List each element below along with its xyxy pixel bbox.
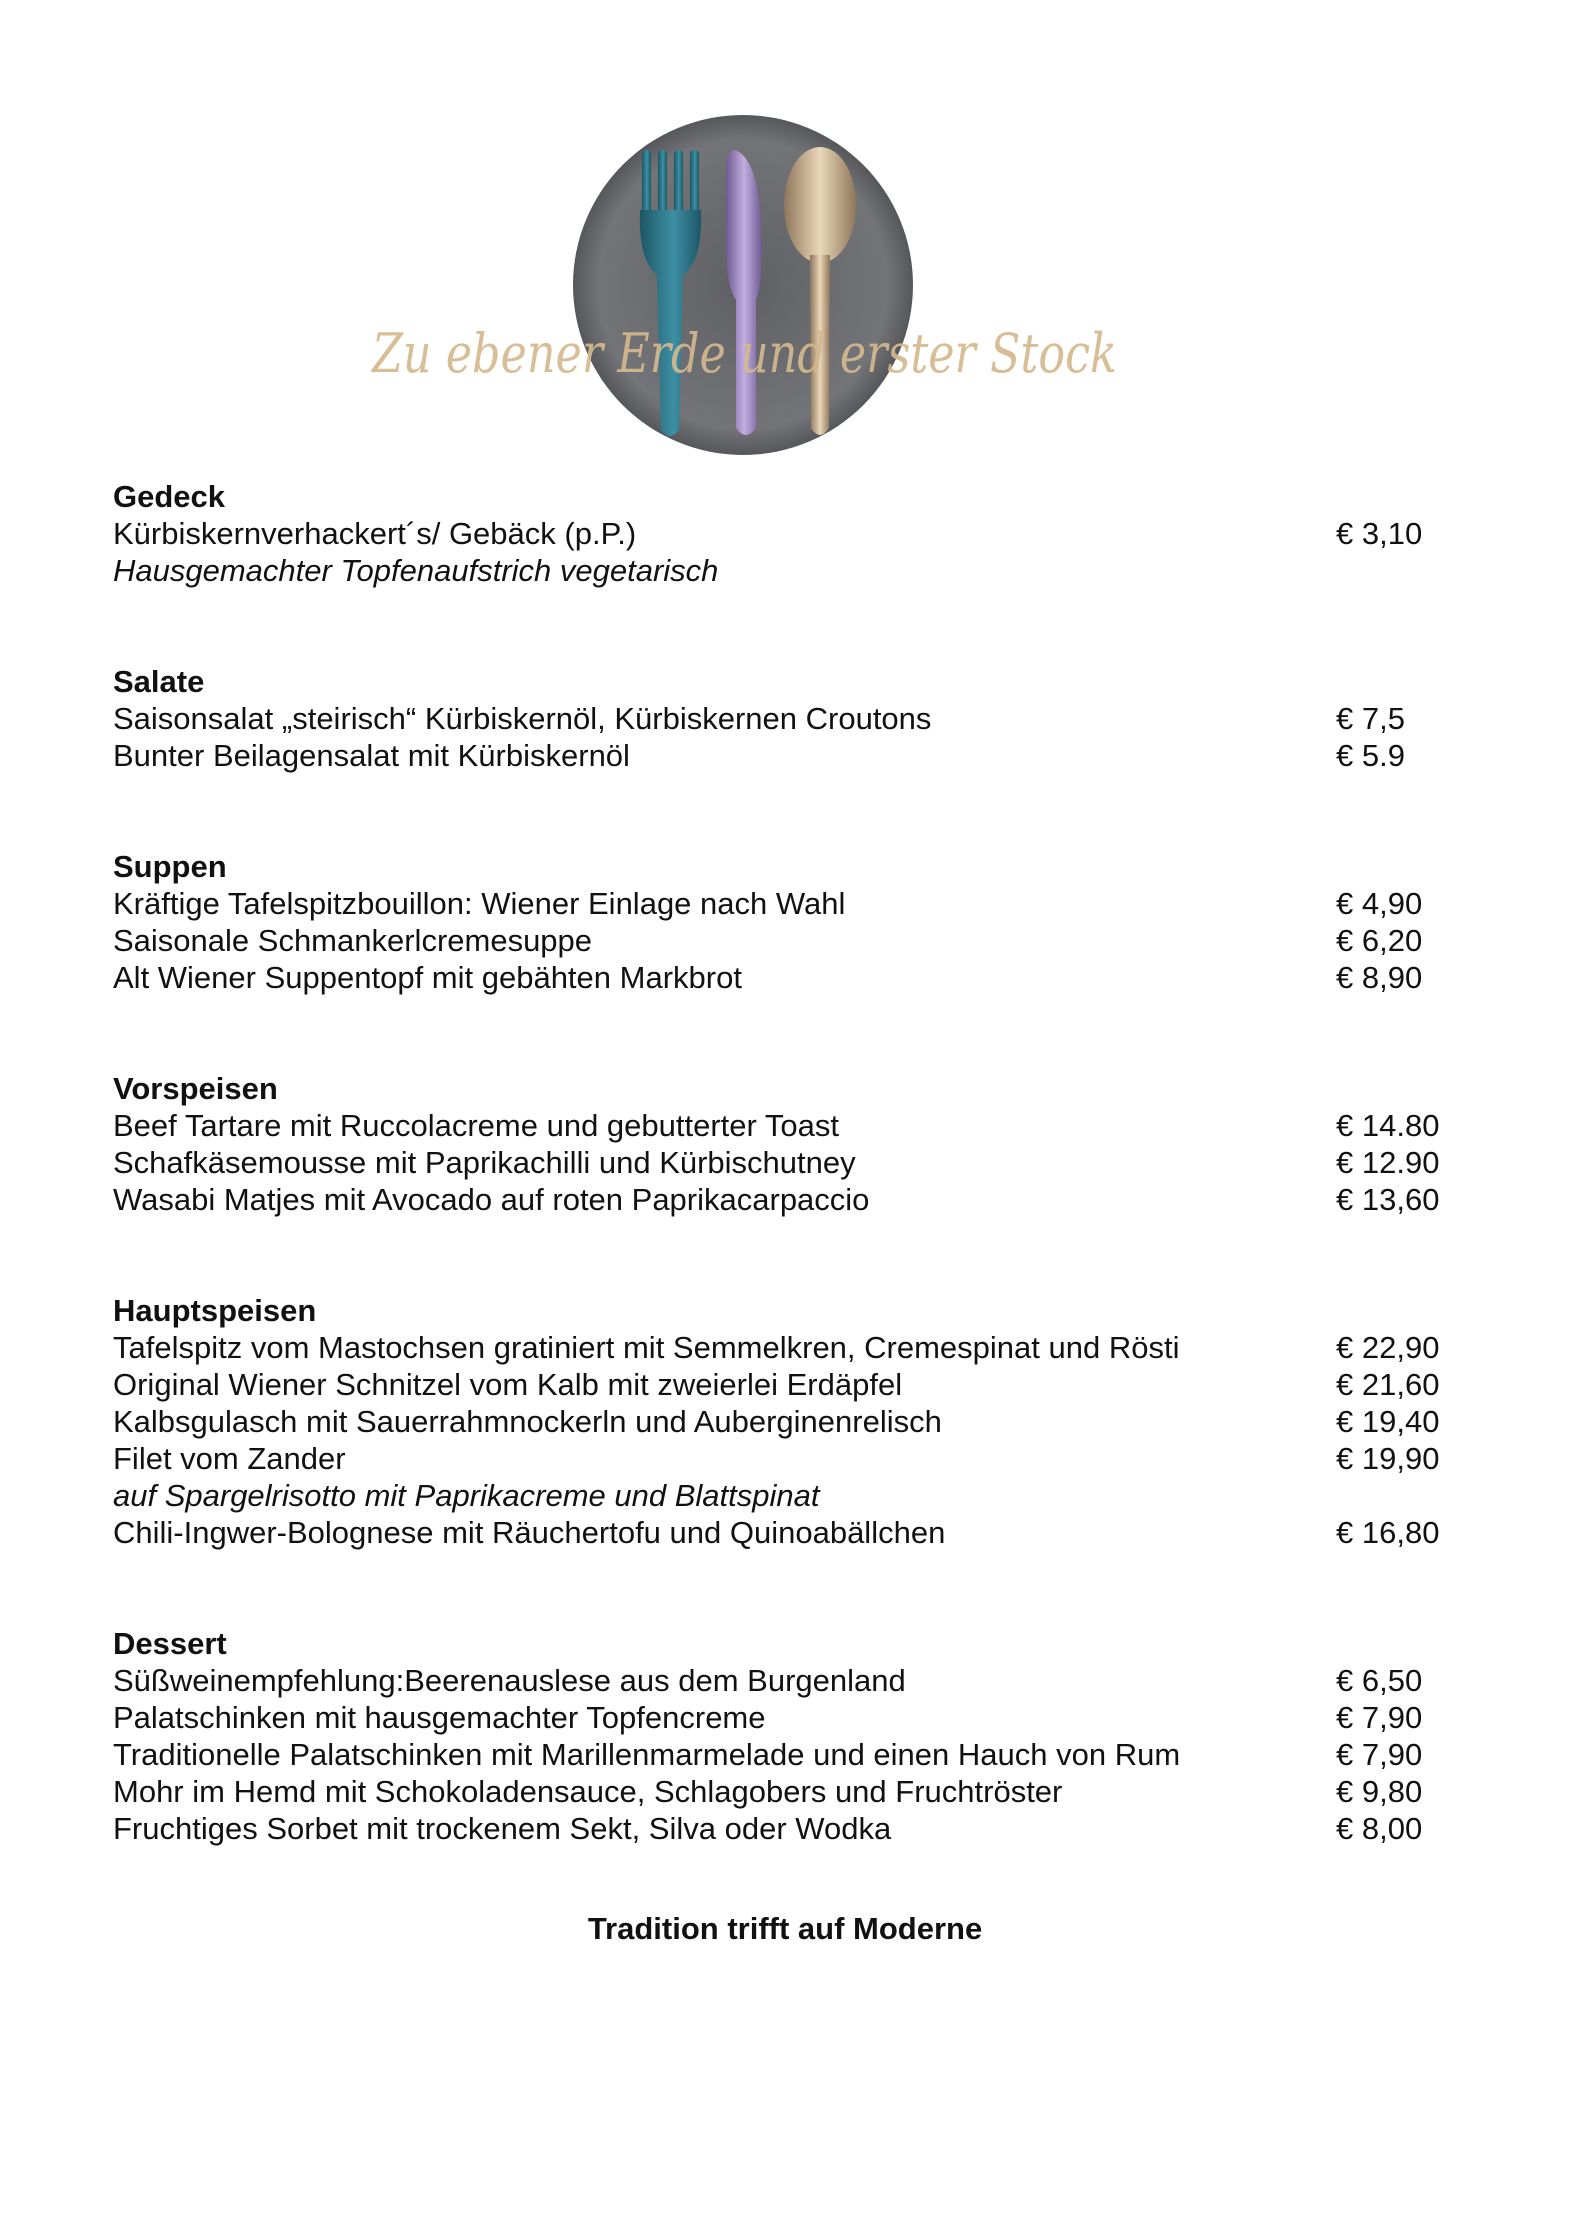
menu-item [113,1329,1453,1366]
menu-item [113,1181,1453,1218]
menu-list [113,478,1453,1921]
menu-item [113,1662,1453,1699]
logo-script-text: Zu ebener Erde und erster Stock [370,322,1118,385]
item-price: € 13,60 [1336,1182,1440,1217]
item-price: € 14.80 [1336,1108,1440,1143]
section-hauptspeisen [113,1292,1453,1551]
item-price: € 7,90 [1336,1700,1423,1735]
footer-slogan: Tradition trifft auf Moderne [587,1911,983,1946]
item-name: auf Spargelrisotto mit Paprikacreme und Blattspinat [113,1478,820,1513]
menu-item-note [113,552,1453,589]
item-name: Beef Tartare mit Ruccolacreme und gebutterter Toast [113,1108,840,1143]
item-price: € 7,90 [1336,1737,1423,1772]
menu-item [113,1440,1453,1477]
menu-item [113,515,1453,552]
menu-item [113,1144,1453,1181]
item-name: Kalbsgulasch mit Sauerrahmnockerln und Auberginenrelisch [113,1404,942,1439]
item-price: € 19,40 [1336,1404,1440,1439]
item-price: € 3,10 [1336,516,1423,551]
item-price: € 22,90 [1336,1330,1440,1365]
item-name: Filet vom Zander [113,1441,346,1476]
item-name: Saisonsalat „steirisch“ Kürbiskernöl, Kürbiskernen Croutons [113,701,932,736]
section-title: Vorspeisen [113,1071,278,1106]
menu-item [113,1773,1453,1810]
item-price: € 6,50 [1336,1663,1423,1698]
menu-item [113,737,1453,774]
item-price: € 6,20 [1336,923,1423,958]
menu-item-note [113,1477,1453,1514]
menu-item [113,1403,1453,1440]
section-salate [113,663,1453,774]
item-name: Original Wiener Schnitzel vom Kalb mit zweierlei Erdäpfel [113,1367,903,1402]
section-dessert [113,1625,1453,1847]
item-name: Kürbiskernverhackert´s/ Gebäck (p.P.) [113,516,637,551]
section-title: Dessert [113,1626,227,1661]
menu-item [113,922,1453,959]
section-title: Gedeck [113,479,226,514]
item-price: € 16,80 [1336,1515,1440,1550]
menu-item [113,1810,1453,1847]
item-price: € 21,60 [1336,1367,1440,1402]
menu-item [113,959,1453,996]
item-name: Schafkäsemousse mit Paprikachilli und Kürbischutney [113,1145,856,1180]
item-name: Wasabi Matjes mit Avocado auf roten Paprikacarpaccio [113,1182,870,1217]
menu-item [113,700,1453,737]
section-suppen [113,848,1453,996]
item-name: Bunter Beilagensalat mit Kürbiskernöl [113,738,630,773]
section-title: Hauptspeisen [113,1293,317,1328]
section-title: Suppen [113,849,227,884]
item-name: Alt Wiener Suppentopf mit gebähten Markbrot [113,960,742,995]
item-name: Süßweinempfehlung:Beerenauslese aus dem Burgenland [113,1663,906,1698]
item-price: € 9,80 [1336,1774,1423,1809]
restaurant-logo [370,110,1150,470]
item-price: € 19,90 [1336,1441,1440,1476]
section-gedeck [113,478,1453,589]
menu-item [113,1736,1453,1773]
item-price: € 8,00 [1336,1811,1423,1846]
item-name: Palatschinken mit hausgemachter Topfencreme [113,1700,766,1735]
section-vorspeisen [113,1070,1453,1218]
item-price: € 5.9 [1336,738,1405,773]
menu-item [113,1699,1453,1736]
item-name: Traditionelle Palatschinken mit Marillenmarmelade und einen Hauch von Rum [113,1737,1181,1772]
menu-item [113,885,1453,922]
menu-item [113,1366,1453,1403]
item-name: Tafelspitz vom Mastochsen gratiniert mit Semmelkren, Cremespinat und Rösti [113,1330,1180,1365]
item-price: € 7,5 [1336,701,1405,736]
item-name: Chili-Ingwer-Bolognese mit Räuchertofu und Quinoabällchen [113,1515,946,1550]
item-price: € 12.90 [1336,1145,1440,1180]
item-name: Hausgemachter Topfenaufstrich vegetarisch [113,553,719,588]
section-title: Salate [113,664,205,699]
item-name: Saisonale Schmankerlcremesuppe [113,923,593,958]
item-price: € 4,90 [1336,886,1423,921]
item-price: € 8,90 [1336,960,1423,995]
menu-item [113,1514,1453,1551]
item-name: Kräftige Tafelspitzbouillon: Wiener Einlage nach Wahl [113,886,846,921]
item-name: Mohr im Hemd mit Schokoladensauce, Schlagobers und Fruchtröster [113,1774,1063,1809]
item-name: Fruchtiges Sorbet mit trockenem Sekt, Silva oder Wodka [113,1811,892,1846]
menu-item [113,1107,1453,1144]
